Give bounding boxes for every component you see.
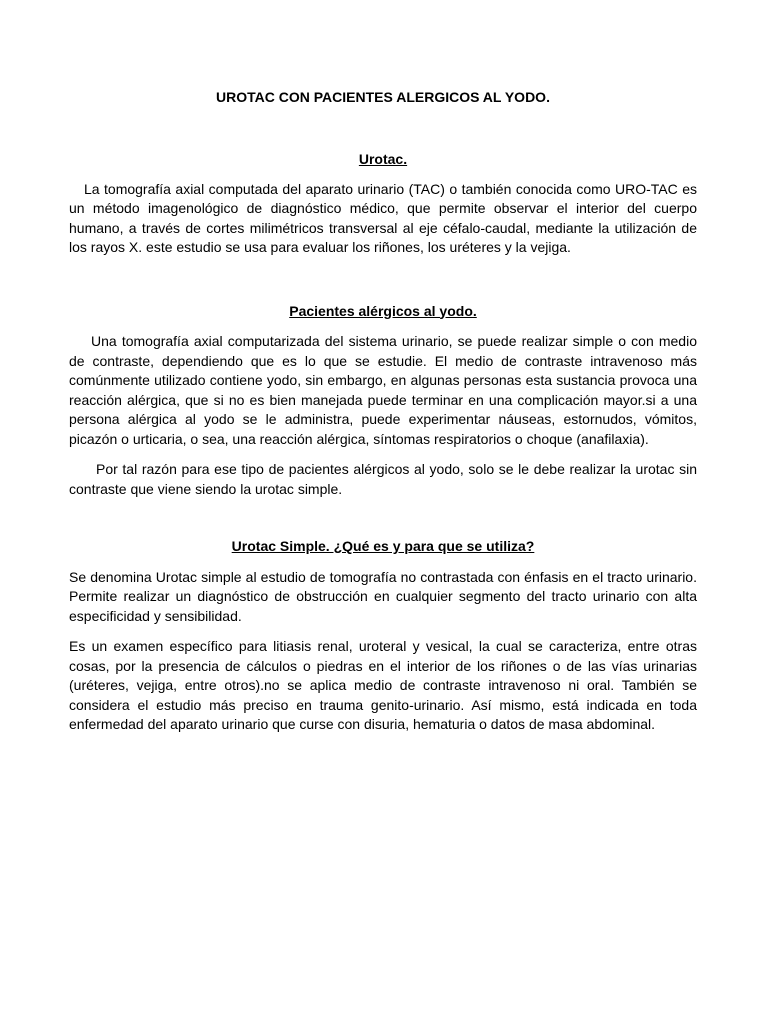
section-heading-allergic-patients: Pacientes alérgicos al yodo. [289,302,477,319]
paragraph-simple-urotac-definition: Se denomina Urotac simple al estudio de tomografía no contrastada con énfasis en el tracto urinario. Permite realizar un diagnóstico de obstrucción en cualquier segmento del tracto urinario con alta especificidad y sensibilidad. [69,568,697,624]
document-body [69,88,697,735]
paragraph-urotac-definition: La tomografía axial computada del aparato urinario (TAC) o también conocida como URO-TAC es un método imagenológico de diagnóstico médico, que permite observar el interior del cuerpo humano, a través de cortes milimétricos transversal al eje céfalo-caudal, mediante la utilización de los rayos X. este estudio se usa para evaluar los riñones, los uréteres y la vejiga. [69,180,697,255]
section-heading-urotac: Urotac. [358,151,408,167]
document-title: UROTAC CON PACIENTES ALERGICOS AL YODO. [216,89,550,105]
paragraph-contrast-allergy: Una tomografía axial computarizada del sistema urinario, se puede realizar simple o con medio de contraste, dependiendo que es lo que se estudie. El medio de contraste intravenoso más comúnmente utilizado contiene yodo, sin embargo, en algunas personas esta sustancia provoca una reacción alérgica, que si no es bien manejada puede terminar en una complicación mayor.si a una persona alérgica al yodo se le administra, puede experimentar náuseas, estornudos, vómitos, picazón o urticaria, o sea, una reacción alérgica, síntomas respiratorios o choque (anafilaxia). [69,333,697,447]
section-heading-simple-urotac: Urotac Simple. ¿Qué es y para que se utiliza? [231,538,535,554]
paragraph-simple-urotac-indications: Es un examen específico para litiasis renal, uroteral y vesical, la cual se caracteriza, entre otras cosas, por la presencia de cálculos o piedras en el interior de los riñones o de las vías urinarias (uréteres, vejiga, entre otros).no se aplica medio de contraste intravenoso ni oral. También se considera el estudio más preciso en trauma genito-urinario. Así mismo, está indicada en toda enfermedad del aparato urinario que curse con disuria, hematuria o datos de masa abdominal. [69,638,697,732]
paragraph-simple-urotac-recommendation: Por tal razón para ese tipo de pacientes alérgicos al yodo, solo se le debe realizar la urotac sin contraste que viene siendo la urotac simple. [69,461,697,497]
